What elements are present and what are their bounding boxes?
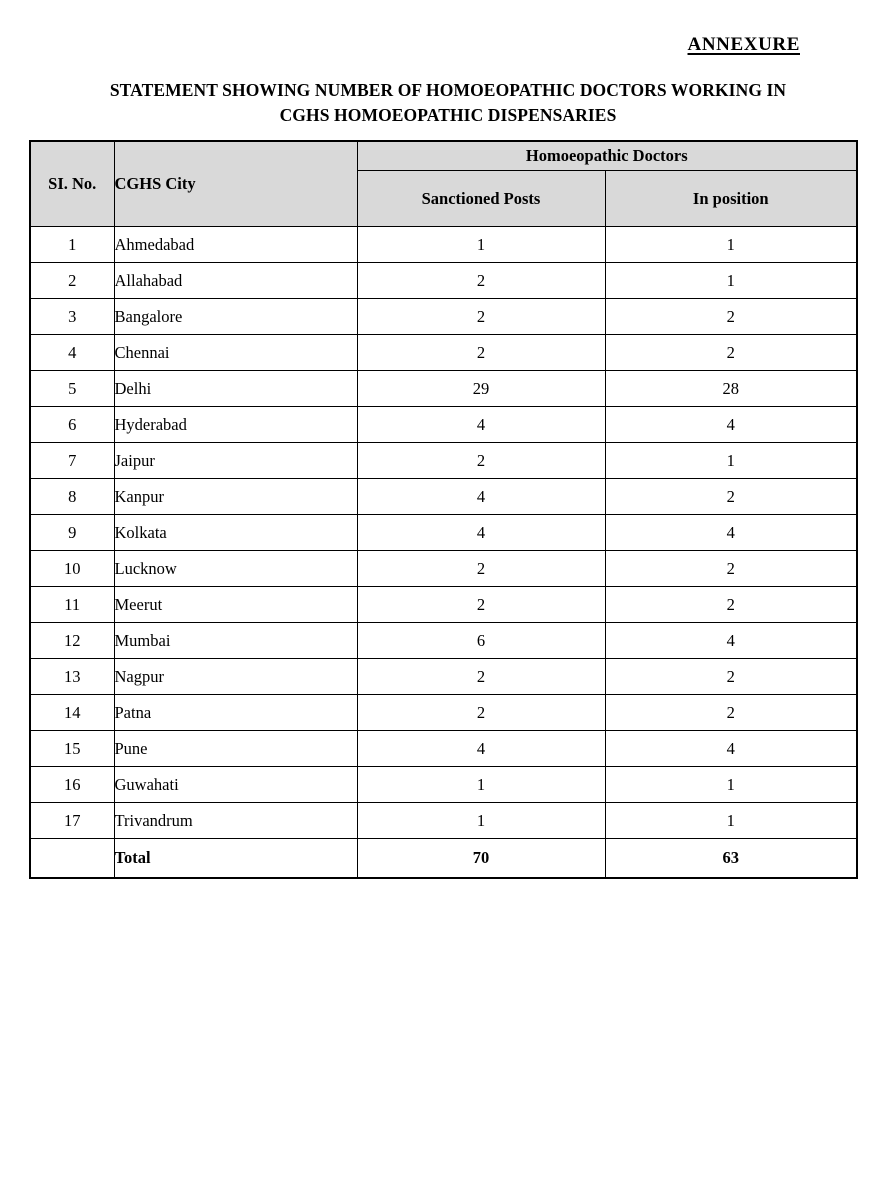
cell-sanctioned-posts: 4 [357,515,605,551]
cell-in-position: 2 [605,659,857,695]
cell-sanctioned-posts: 2 [357,299,605,335]
cell-sl-no: 12 [30,623,114,659]
cell-sl-no: 13 [30,659,114,695]
cell-total-label: Total [114,839,357,879]
cell-sanctioned-posts: 29 [357,371,605,407]
table-row [30,587,857,623]
cell-sanctioned-posts: 4 [357,731,605,767]
table-row [30,731,857,767]
annexure-label: ANNEXURE [687,34,800,55]
cell-city: Mumbai [114,623,357,659]
cell-sl-no: 7 [30,443,114,479]
cell-in-position: 1 [605,803,857,839]
cell-city: Lucknow [114,551,357,587]
column-header-in-position: In position [605,171,857,227]
cell-in-position: 1 [605,767,857,803]
cell-sl-no: 5 [30,371,114,407]
cell-sl-no: 8 [30,479,114,515]
page-title-line-2: CGHS HOMOEOPATHIC DISPENSARIES [279,105,617,125]
cell-city: Ahmedabad [114,227,357,263]
table-row [30,803,857,839]
cell-city: Trivandrum [114,803,357,839]
cell-sanctioned-posts: 4 [357,407,605,443]
cell-sl-no: 1 [30,227,114,263]
cell-city: Kolkata [114,515,357,551]
annexure-heading-container [0,34,896,56]
cell-sanctioned-posts: 2 [357,335,605,371]
cell-city: Meerut [114,587,357,623]
cell-sl-no: 16 [30,767,114,803]
cell-in-position: 4 [605,515,857,551]
table-row [30,659,857,695]
cell-in-position: 2 [605,551,857,587]
cell-total-sl-no [30,839,114,879]
page-title [0,78,896,128]
cell-sanctioned-posts: 6 [357,623,605,659]
cell-in-position: 4 [605,731,857,767]
cell-city: Patna [114,695,357,731]
cell-total-sanctioned-posts: 70 [357,839,605,879]
homoeopathic-doctors-table [29,140,858,879]
cell-in-position: 4 [605,407,857,443]
cell-sanctioned-posts: 1 [357,803,605,839]
table-row [30,443,857,479]
cell-sanctioned-posts: 2 [357,695,605,731]
page-title-line-1: STATEMENT SHOWING NUMBER OF HOMOEOPATHIC DOCTORS WORKING IN [109,80,787,100]
cell-sl-no: 2 [30,263,114,299]
cell-sanctioned-posts: 4 [357,479,605,515]
cell-city: Allahabad [114,263,357,299]
cell-sl-no: 10 [30,551,114,587]
cell-city: Kanpur [114,479,357,515]
cell-sl-no: 4 [30,335,114,371]
table-row [30,407,857,443]
table-total-row [30,839,857,879]
cell-city: Chennai [114,335,357,371]
cell-sanctioned-posts: 1 [357,227,605,263]
cell-sl-no: 14 [30,695,114,731]
cell-total-in-position: 63 [605,839,857,879]
table-row [30,695,857,731]
table-row [30,263,857,299]
cell-in-position: 2 [605,695,857,731]
cell-city: Delhi [114,371,357,407]
cell-city: Guwahati [114,767,357,803]
cell-sanctioned-posts: 2 [357,551,605,587]
cell-sl-no: 15 [30,731,114,767]
cell-in-position: 4 [605,623,857,659]
cell-sanctioned-posts: 2 [357,587,605,623]
table-header [30,141,857,227]
cell-sanctioned-posts: 1 [357,767,605,803]
column-header-sl-no: SI. No. [30,141,114,227]
table-row [30,767,857,803]
cell-sanctioned-posts: 2 [357,443,605,479]
cell-sl-no: 9 [30,515,114,551]
cell-city: Bangalore [114,299,357,335]
cell-city: Hyderabad [114,407,357,443]
table-row [30,335,857,371]
column-header-cghs-city: CGHS City [114,141,357,227]
cell-in-position: 2 [605,587,857,623]
column-header-group-homoeopathic-doctors: Homoeopathic Doctors [357,141,857,171]
table-row [30,623,857,659]
cell-sl-no: 17 [30,803,114,839]
cell-sl-no: 6 [30,407,114,443]
cell-in-position: 2 [605,335,857,371]
data-table-container [29,140,856,879]
cell-in-position: 2 [605,479,857,515]
table-row [30,299,857,335]
cell-sl-no: 3 [30,299,114,335]
table-body [30,227,857,879]
table-row [30,551,857,587]
cell-in-position: 1 [605,227,857,263]
cell-in-position: 1 [605,263,857,299]
cell-in-position: 1 [605,443,857,479]
table-row [30,227,857,263]
table-row [30,479,857,515]
cell-city: Pune [114,731,357,767]
table-header-row-group [30,141,857,171]
cell-sanctioned-posts: 2 [357,263,605,299]
cell-sanctioned-posts: 2 [357,659,605,695]
column-header-sanctioned-posts: Sanctioned Posts [357,171,605,227]
table-row [30,371,857,407]
cell-in-position: 28 [605,371,857,407]
table-row [30,515,857,551]
cell-city: Jaipur [114,443,357,479]
cell-in-position: 2 [605,299,857,335]
cell-sl-no: 11 [30,587,114,623]
cell-city: Nagpur [114,659,357,695]
